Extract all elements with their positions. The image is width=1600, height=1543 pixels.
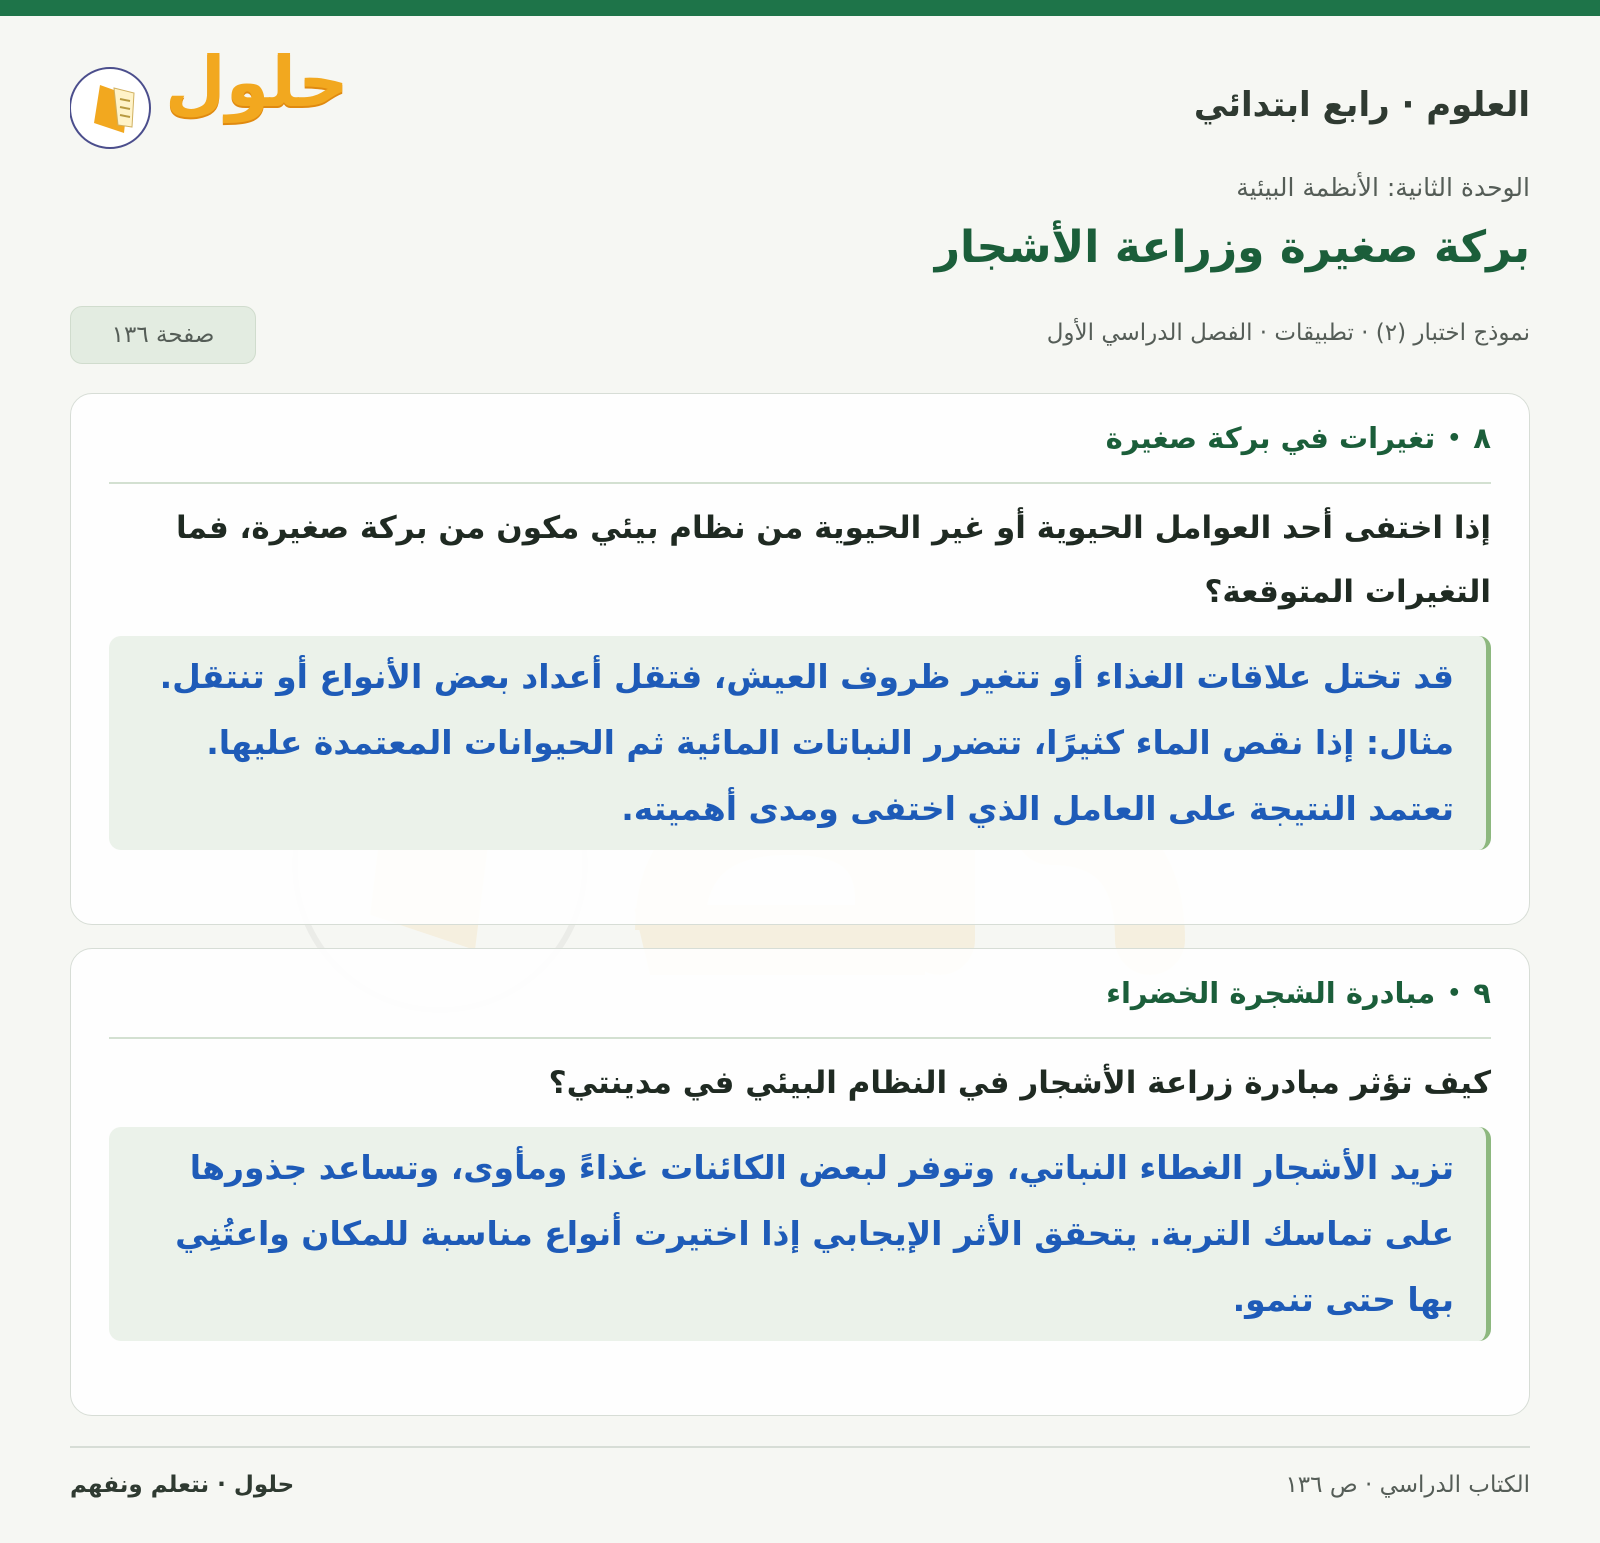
footer-divider bbox=[70, 1446, 1530, 1448]
answer-box: تزيد الأشجار الغطاء النباتي، وتوفر لبعض الكائنات غذاءً ومأوى، وتساعد جذورها على تماسك التربة. يتحقق الأثر الإيجابي إذا اختيرت أنواع مناسبة للمكان واعتُنِي بها حتى تنمو. bbox=[109, 1127, 1491, 1341]
answer-box: قد تختل علاقات الغذاء أو تتغير ظروف العيش، فتقل أعداد بعض الأنواع أو تنتقل. مثال: إذا نقص الماء كثيرًا، تتضرر النباتات المائية ثم الحيوانات المعتمدة عليها. تعتمد النتيجة على العامل الذي اختفى ومدى أهميته. bbox=[109, 636, 1491, 850]
unit-label: الوحدة الثانية: الأنظمة البيئية bbox=[1236, 173, 1530, 202]
top-accent-bar bbox=[0, 0, 1600, 16]
brand-logo[interactable] bbox=[70, 41, 349, 155]
question-text: كيف تؤثر مبادرة زراعة الأشجار في النظام البيئي في مدينتي؟ bbox=[548, 1065, 1491, 1101]
page-title: بركة صغيرة وزراعة الأشجار bbox=[934, 222, 1530, 273]
lesson-meta: نموذج اختبار (٢) · تطبيقات · الفصل الدراسي الأول bbox=[1046, 320, 1530, 346]
separator-dot: • bbox=[1447, 980, 1462, 1006]
footer-tagline: حلول · نتعلم ونفهم bbox=[70, 1472, 295, 1498]
footer-book-ref: الكتاب الدراسي · ص ١٣٦ bbox=[1285, 1472, 1530, 1498]
question-title: مبادرة الشجرة الخضراء bbox=[1106, 976, 1436, 1010]
page-header bbox=[70, 41, 1530, 165]
logo-wordmark: حلول bbox=[165, 41, 349, 123]
question-card-9 bbox=[70, 948, 1530, 1416]
question-title: تغيرات في بركة صغيرة bbox=[1105, 421, 1436, 455]
question-heading bbox=[109, 394, 1491, 484]
page-number-badge: صفحة ١٣٦ bbox=[70, 306, 256, 364]
question-text: إذا اختفى أحد العوامل الحيوية أو غير الحيوية من نظام بيئي مكون من بركة صغيرة، فما التغيرات المتوقعة؟ bbox=[176, 510, 1491, 610]
question-heading bbox=[109, 949, 1491, 1039]
question-number: ٩ bbox=[1473, 976, 1491, 1010]
subject-title: العلوم · رابع ابتدائي bbox=[1193, 85, 1530, 125]
question-number: ٨ bbox=[1473, 421, 1491, 455]
separator-dot: • bbox=[1447, 425, 1462, 451]
question-card-8 bbox=[70, 393, 1530, 925]
